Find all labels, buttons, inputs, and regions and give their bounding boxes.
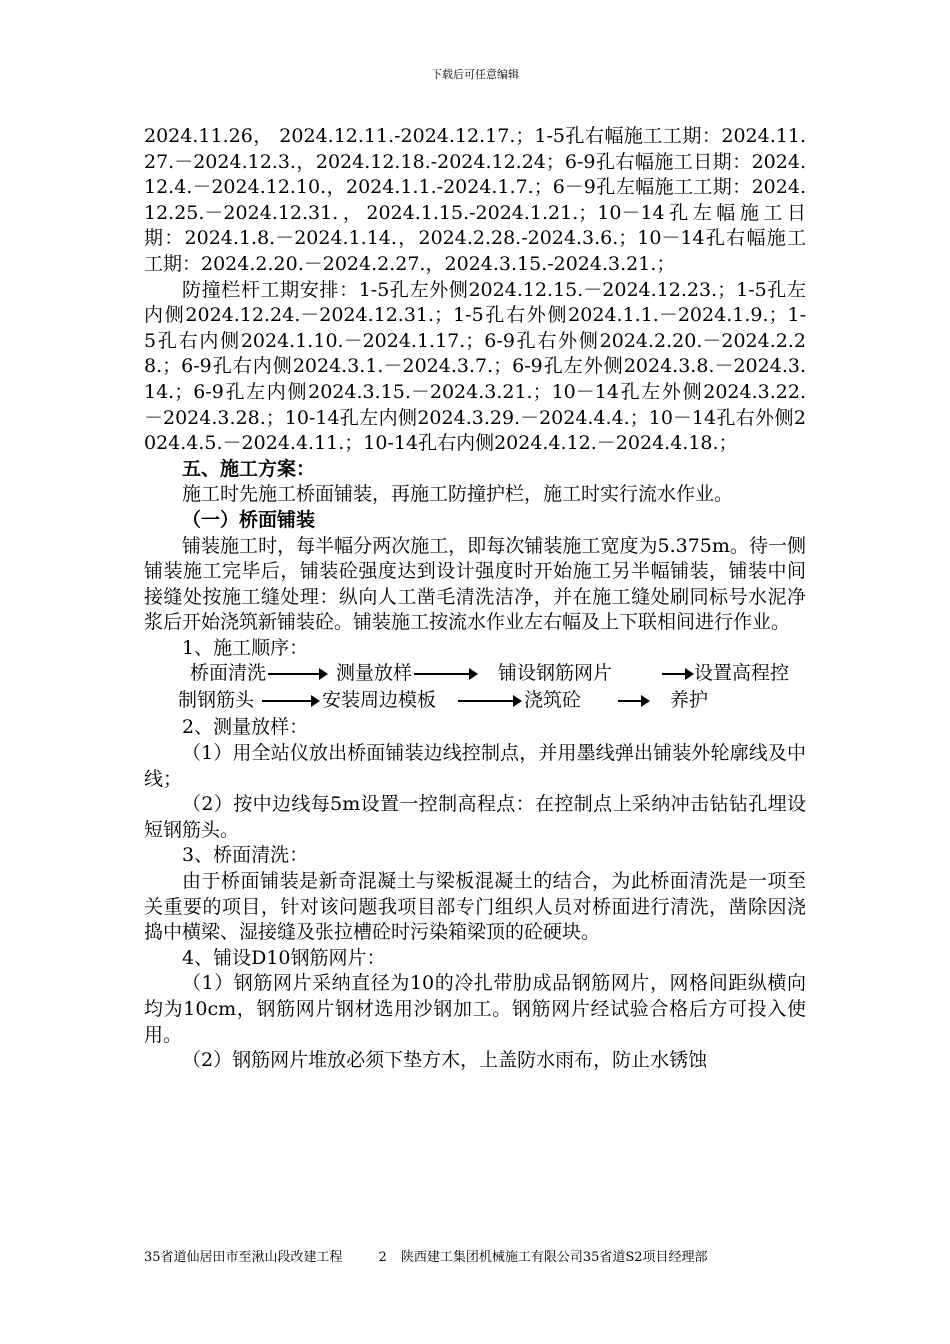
flow-row-2	[144, 688, 806, 715]
page-footer	[144, 1246, 824, 1265]
flow-arrow-icon	[662, 673, 692, 675]
flow-step-elevation-b: 制钢筋头	[178, 689, 255, 712]
paragraph-survey-2: （2）按中边线每5m设置一控制高程点：在控制点上采纳冲击钻钻孔埋设短钢筋头。	[144, 793, 806, 841]
header-note: 下载后可任意编辑	[431, 68, 519, 81]
footer-company: 陕西建工集团机械施工有限公司35省道S2项目经理部	[400, 1250, 708, 1265]
flow-arrow-icon	[268, 673, 326, 675]
flow-arrow-icon	[618, 700, 648, 702]
document-body	[144, 124, 806, 1074]
paragraph-paving-method: 铺装施工时，每半幅分两次施工，即每次铺装施工宽度为5.375m。待一侧铺装施工完毕后，铺装砼强度达到设计强度时开始施工另半幅铺装，铺装中间接缝处按施工缝处理：纵向人工凿毛清洗洁净，并在施工缝处刷同标号水泥净浆后开始浇筑新铺装砼。铺装施工按流水作业左右幅及上下联相间进行作业。	[144, 534, 806, 634]
flow-row-1	[144, 661, 806, 688]
footer-project-name: 35省道仙居田市至湫山段改建工程	[144, 1250, 343, 1265]
flow-arrow-icon	[262, 700, 318, 702]
step-heading-mesh: 4、铺设D10钢筋网片：	[182, 946, 386, 969]
paragraph-cleaning: 由于桥面铺装是新奇混凝土与梁板混凝土的结合，为此桥面清洗是一项至关重要的项目，针对该问题我项目部专门组织人员对桥面进行清洗，凿除因浇捣中横梁、湿接缝及张拉槽砼时污染箱梁顶的砼硬块。	[144, 870, 806, 944]
paragraph-guardrail-schedule: 防撞栏杆工期安排：1-5孔左外侧2024.12.15.－2024.12.23.；1-5孔左内侧2024.12.24.－2024.12.31.；1-5孔右外侧2024.1.1.－2024.1.9.；1-5孔右内侧2024.1.10.－2024.1.17.；6-9孔右外侧2024.2.20.－2024.2.28.；6-9孔右内侧2024.3.1.－2024.3.7.；6-9孔左外侧2024.3.8.－2024.3.14.；6-9孔左内侧2024.3.15.－2024.3.21.；10－14孔左外侧2024.3.22.－2024.3.28.；10-14孔左内侧2024.3.29.－2024.4.4.；10－14孔右外侧2024.4.5.－2024.4.11.；10-14孔右内侧2024.4.12.－2024.4.18.；	[144, 278, 806, 455]
paragraph-mesh-2: （2）钢筋网片堆放必须下垫方木，上盖防水雨布，防止水锈蚀	[182, 1049, 708, 1072]
section-heading-plan: 五、施工方案：	[182, 457, 316, 480]
flow-step-formwork: 安装周边模板	[322, 689, 437, 712]
flow-step-cure: 养护	[670, 689, 709, 712]
flow-step-clean: 桥面清洗	[190, 662, 267, 685]
step-heading-sequence: 1、施工顺序：	[182, 636, 309, 659]
flow-step-pour: 浇筑砼	[524, 689, 582, 712]
paragraph-mesh-1: （1）钢筋网片采纳直径为10的冷扎带肋成品钢筋网片，网格间距纵横向均为10cm，钢筋网片钢材选用沙钢加工。钢筋网片经试验合格后方可投入使用。	[144, 972, 806, 1046]
flow-step-survey: 测量放样	[336, 662, 413, 685]
paragraph-plan-intro: 施工时先施工桥面铺装，再施工防撞护栏，施工时实行流水作业。	[182, 483, 734, 506]
footer-page-number: 2	[378, 1250, 387, 1265]
flow-step-elevation-a: 设置高程控	[694, 662, 790, 685]
step-heading-survey: 2、测量放样：	[182, 716, 309, 739]
paragraph-deck-schedule: 2024.11.26， 2024.12.11.-2024.12.17.；1-5孔右幅施工工期：2024.11.27.－2024.12.3.，2024.12.18.-2024.12.24；6-9孔右幅施工日期：2024.12.4.－2024.12.10.，2024.1.1.-2024.1.7.；6－9孔左幅施工工期：2024.12.25.－2024.12.31.，2024.1.15.-2024.1.21.；10－14孔左幅施工日期：2024.1.8.－2024.1.14.，2024.2.28.-2024.3.6.；10－14孔右幅施工工期：2024.2.20.－2024.2.27.，2024.3.15.-2024.3.21.；	[144, 125, 806, 275]
paragraph-survey-1: （1）用全站仪放出桥面铺装边线控制点，并用墨线弹出铺装外轮廓线及中线；	[144, 742, 806, 790]
flow-arrow-icon	[414, 673, 476, 675]
subsection-heading-deck-paving: （一）桥面铺装	[182, 508, 316, 531]
flow-step-mesh: 铺设钢筋网片	[498, 662, 613, 685]
step-heading-cleaning: 3、桥面清洗：	[182, 844, 309, 867]
flow-arrow-icon	[458, 700, 520, 702]
